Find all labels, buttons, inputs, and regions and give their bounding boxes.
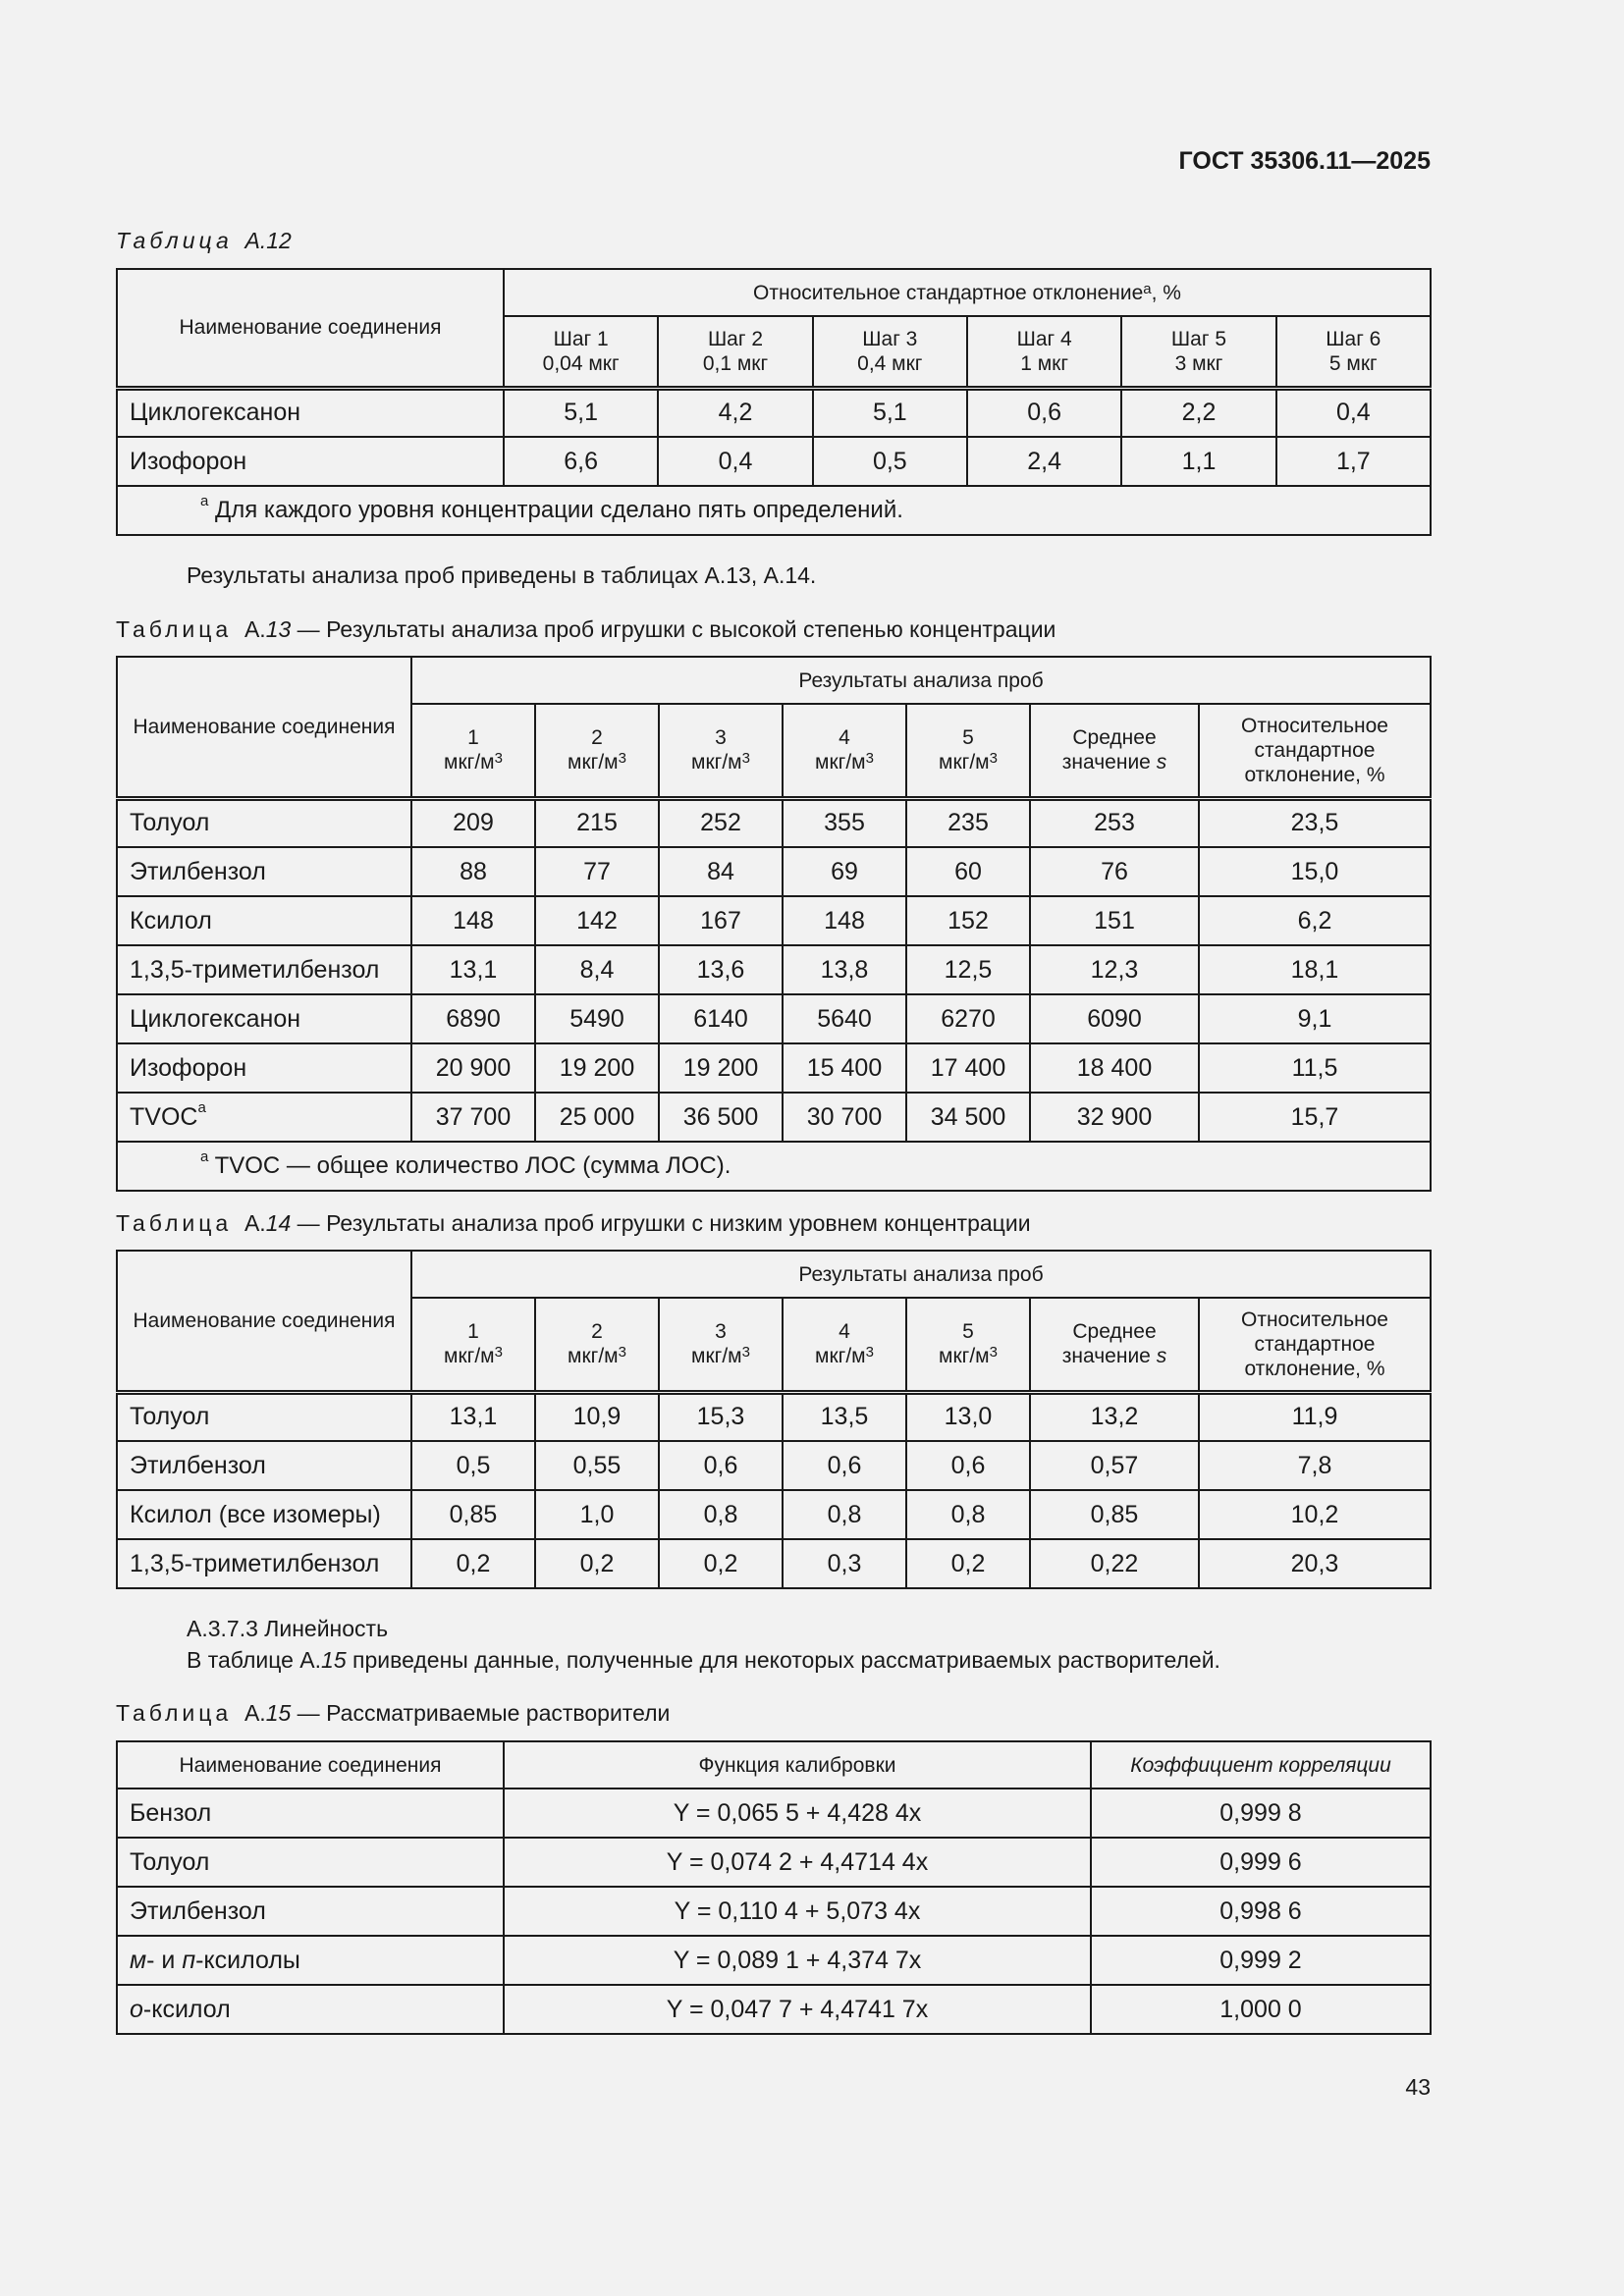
- column-header: 5 мкг/$м^3$: [906, 704, 1030, 798]
- table-row: 1,3,5-триметилбензол 0,2 0,2 0,2 0,3 0,2 0,22 20,3: [117, 1539, 1431, 1588]
- table-a13-caption: Таблица А.13 — Результаты анализа проб игрушки с высокой степенью концентрации: [116, 616, 1056, 642]
- column-header: Шаг 6 5 мкг: [1276, 316, 1431, 388]
- column-header: Шаг 4 1 мкг: [967, 316, 1121, 388]
- table-row: Ксилол (все изомеры) 0,85 1,0 0,8 0,8 0,8 0,85 10,2: [117, 1490, 1431, 1539]
- column-header: Функция калибровки: [504, 1741, 1091, 1789]
- name-header: Наименование соединения: [117, 1251, 411, 1392]
- column-header: 3 мкг/$м^3$: [659, 704, 783, 798]
- column-header: 2 мкг/$м^3$: [535, 704, 659, 798]
- table-row: Толуол 13,1 10,9 15,3 13,5 13,0 13,2 11,9: [117, 1392, 1431, 1441]
- table-row: м- и п-ксилолы Y = 0,089 1 + 4,374 7x 0,999 2: [117, 1936, 1431, 1985]
- table-row: Толуол 209 215 252 355 235 253 23,5: [117, 798, 1431, 847]
- table-a15-caption: Таблица А.15 — Рассматриваемые растворители: [116, 1700, 671, 1726]
- name-header: Наименование соединения: [117, 657, 411, 798]
- column-header: Относительное стандартное отклонение, %: [1199, 1298, 1431, 1392]
- column-header: 1 мкг/$м^3$: [411, 1298, 535, 1392]
- table-row: Этилбензол Y = 0,110 4 + 5,073 4x 0,998 6: [117, 1887, 1431, 1936]
- group-header: Относительное стандартное отклонение$^a$, %: [504, 269, 1431, 316]
- table-a14: [116, 1250, 1432, 1589]
- table-row: Циклогексанон 6890 5490 6140 5640 6270 6090 9,1: [117, 994, 1431, 1043]
- table-a13: [116, 656, 1432, 1192]
- column-header: Шаг 2 0,1 мкг: [658, 316, 812, 388]
- table-row: Изофорон 6,6 0,4 0,5 2,4 1,1 1,7: [117, 437, 1431, 486]
- section-heading: А.3.7.3 Линейность: [187, 1616, 389, 1641]
- table-row: о-ксилол Y = 0,047 7 + 4,4741 7x 1,000 0: [117, 1985, 1431, 2034]
- column-header: 1 мкг/$м^3$: [411, 704, 535, 798]
- column-header: 4 мкг/$м^3$: [783, 1298, 906, 1392]
- column-header: Относительное стандартное отклонение, %: [1199, 704, 1431, 798]
- table-row: Этилбензол 0,5 0,55 0,6 0,6 0,6 0,57 7,8: [117, 1441, 1431, 1490]
- column-header: 4 мкг/$м^3$: [783, 704, 906, 798]
- table-row: 1,3,5-триметилбензол 13,1 8,4 13,6 13,8 12,5 12,3 18,1: [117, 945, 1431, 994]
- column-header: Шаг 1 0,04 мкг: [504, 316, 658, 388]
- column-header: Наименование соединения: [117, 1741, 504, 1789]
- group-header: Результаты анализа проб: [411, 1251, 1431, 1298]
- column-header: 3 мкг/$м^3$: [659, 1298, 783, 1392]
- column-header: Среднее значение s: [1030, 704, 1199, 798]
- table-a12-caption: Таблица А.12: [116, 228, 292, 253]
- table-a14-caption: Таблица А.14 — Результаты анализа проб игрушки с низким уровнем концентрации: [116, 1210, 1031, 1236]
- column-header: Среднее значение s: [1030, 1298, 1199, 1392]
- page-number: 43: [1405, 2074, 1431, 2100]
- column-header: Шаг 3 0,4 мкг: [813, 316, 967, 388]
- table-row: TVOC$^a$ 37 700 25 000 36 500 30 700 34 500 32 900 15,7: [117, 1093, 1431, 1142]
- paragraph: Результаты анализа проб приведены в таблицах А.13, А.14.: [187, 562, 817, 588]
- table-note: $^a$ Для каждого уровня концентрации сделано пять определений.: [117, 486, 1431, 535]
- table-note: $^a$ TVOC — общее количество ЛОС (сумма ЛОС).: [117, 1142, 1431, 1191]
- table-row: Изофорон 20 900 19 200 19 200 15 400 17 400 18 400 11,5: [117, 1043, 1431, 1093]
- name-header: Наименование соединения: [117, 269, 504, 388]
- column-header: Шаг 5 3 мкг: [1121, 316, 1275, 388]
- table-row: Бензол Y = 0,065 5 + 4,428 4x 0,999 8: [117, 1789, 1431, 1838]
- section-text: В таблице А.15 приведены данные, полученные для некоторых рассматриваемых растворителей.: [187, 1647, 1220, 1673]
- table-a12: [116, 268, 1432, 536]
- table-row: Ксилол 148 142 167 148 152 151 6,2: [117, 896, 1431, 945]
- table-a15: [116, 1740, 1432, 2035]
- column-header: 2 мкг/$м^3$: [535, 1298, 659, 1392]
- table-row: Этилбензол 88 77 84 69 60 76 15,0: [117, 847, 1431, 896]
- table-row: Циклогексанон 5,1 4,2 5,1 0,6 2,2 0,4: [117, 388, 1431, 437]
- column-header: Коэффициент корреляции: [1091, 1741, 1431, 1789]
- group-header: Результаты анализа проб: [411, 657, 1431, 704]
- document-id: ГОСТ 35306.11—2025: [1178, 147, 1431, 175]
- column-header: 5 мкг/$м^3$: [906, 1298, 1030, 1392]
- table-row: Толуол Y = 0,074 2 + 4,4714 4x 0,999 6: [117, 1838, 1431, 1887]
